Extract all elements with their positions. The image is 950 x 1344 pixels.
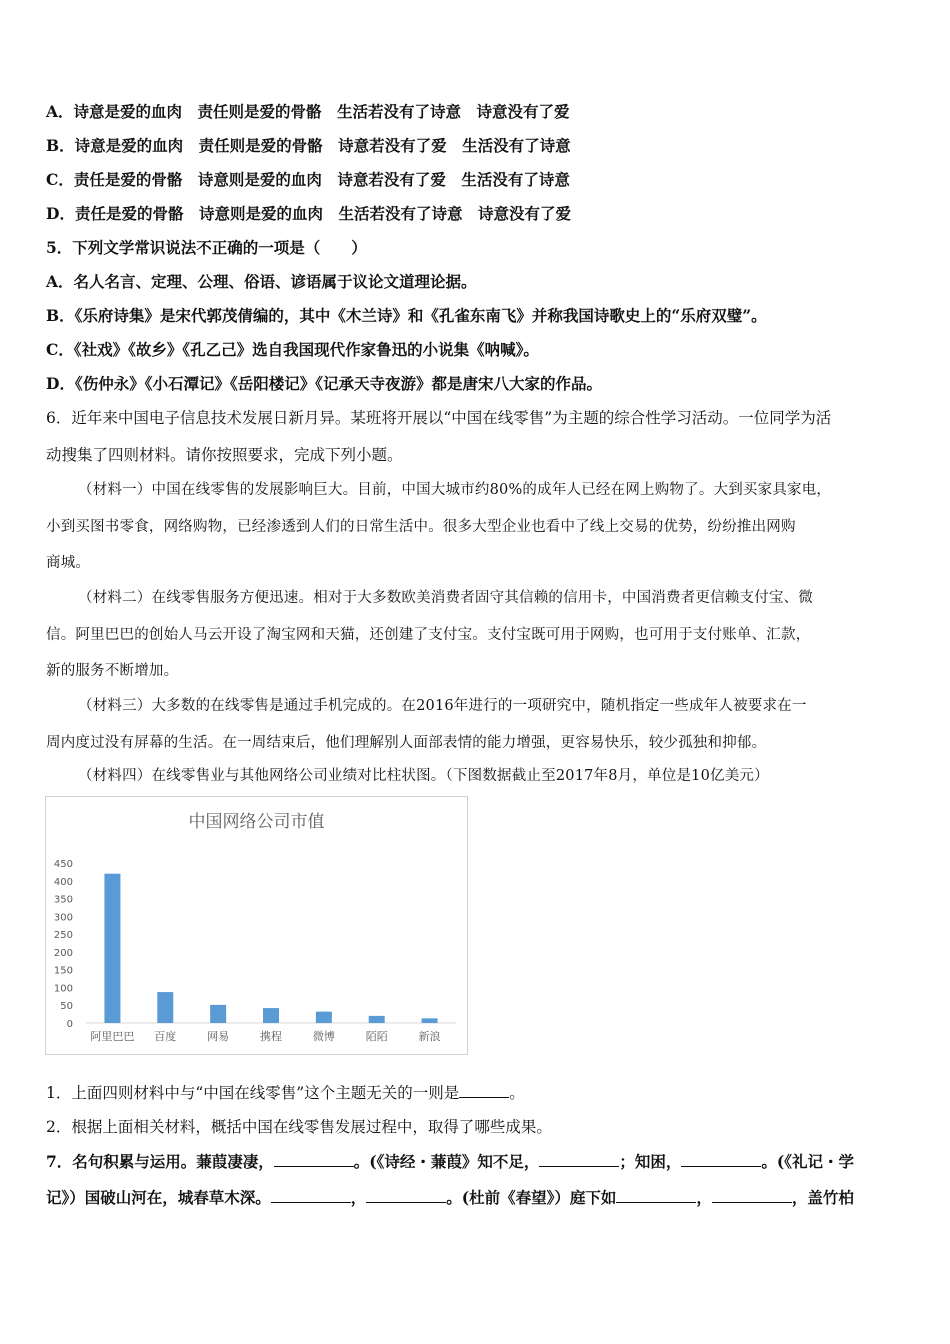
material-1-line1: （材料一）中国在线零售的发展影响巨大。目前，中国大城市约80%的成年人已经在网上购物了。大到买家具家电，	[78, 482, 832, 498]
answer-blank[interactable]	[539, 1152, 619, 1167]
q5-option-c: C．《社戏》《故乡》《孔乙己》选自我国现代作家鲁迅的小说集《呐喊》。	[46, 340, 539, 359]
bar-4	[316, 1012, 332, 1023]
q7-l2-a: 记》）国破山河在，城春草木深。	[46, 1188, 271, 1207]
y-tick-label: 300	[53, 912, 73, 924]
material-2-line1: （材料二）在线零售服务方便迅速。相对于大多数欧美消费者固守其信赖的信用卡，中国消费者更信赖支付宝、微	[78, 590, 813, 606]
y-tick-label: 200	[53, 947, 73, 959]
y-tick-label: 350	[53, 894, 73, 906]
bar-0	[104, 874, 120, 1023]
q6-intro-line1: 6．近年来中国电子信息技术发展日新月异。某班将开展以“中国在线零售”为主题的综合性学习活动。一位同学为活	[46, 409, 832, 427]
q7-l1-d: 。(《礼记・学	[761, 1152, 854, 1171]
answer-blank[interactable]	[366, 1188, 446, 1203]
material-3-line2: 周内度过没有屏幕的生活。在一周结束后，他们理解别人面部表情的能力增强，更容易快乐，较少孤独和抑郁。	[46, 735, 767, 751]
bar-chart	[45, 796, 468, 1055]
answer-blank[interactable]	[712, 1188, 792, 1203]
q7-l2-c: 。(杜前《春望》）庭下如	[446, 1188, 617, 1207]
bar-6	[422, 1018, 438, 1023]
y-tick-label: 450	[53, 859, 73, 870]
x-tick-label: 百度	[154, 1030, 177, 1043]
q5-option-a: A．名人名言、定理、公理、俗语、谚语属于议论文道理论据。	[46, 272, 477, 291]
answer-blank[interactable]	[681, 1152, 761, 1167]
answer-blank[interactable]	[274, 1152, 354, 1167]
q7-l2-b: ，	[350, 1188, 367, 1207]
q4-option-c: C．责任是爱的骨骼 诗意则是爱的血肉 诗意若没有了爱 生活没有了诗意	[46, 170, 570, 189]
answer-blank[interactable]	[459, 1083, 509, 1098]
q4-option-d: D．责任是爱的骨骼 诗意则是爱的血肉 生活若没有了诗意 诗意没有了爱	[46, 204, 571, 223]
chart-svg	[46, 797, 467, 1054]
material-2-line3: 新的服务不断增加。	[46, 663, 179, 679]
q6-sub1-end: 。	[509, 1084, 525, 1102]
x-tick-label: 陌陌	[365, 1030, 388, 1043]
y-tick-label: 0	[66, 1019, 73, 1030]
answer-blank[interactable]	[616, 1188, 696, 1203]
y-tick-label: 250	[53, 930, 73, 942]
chart-title: 中国网络公司市值	[188, 812, 325, 832]
material-3-line1: （材料三）大多数的在线零售是通过手机完成的。在2016年进行的一项研究中，随机指定一些成年人被要求在一	[78, 698, 807, 714]
y-tick-label: 100	[53, 983, 73, 995]
q7-l2-d: ，	[696, 1188, 712, 1207]
q4-option-a: A．诗意是爱的血肉 责任则是爱的骨骼 生活若没有了诗意 诗意没有了爱	[46, 102, 570, 121]
q5-option-b: B．《乐府诗集》是宋代郭茂倩编的，其中《木兰诗》和《孔雀东南飞》并称我国诗歌史上的“乐府双璧”。	[46, 306, 767, 325]
q7-line2	[46, 1188, 854, 1208]
q5-option-d: D．《伤仲永》《小石潭记》《岳阳楼记》《记承天寺夜游》都是唐宋八大家的作品。	[46, 374, 602, 393]
bar-1	[157, 992, 173, 1023]
q7-l1-b: 。(《诗经・蒹葭》知不足，	[353, 1152, 540, 1171]
bar-3	[263, 1008, 279, 1023]
q7-line1	[46, 1152, 854, 1172]
q6-sub1	[46, 1083, 525, 1103]
q7-l1-c: ；知困，	[619, 1152, 682, 1171]
material-1-line3: 商城。	[46, 555, 91, 571]
bar-5	[369, 1016, 385, 1023]
x-tick-label: 携程	[260, 1030, 282, 1043]
q7-l2-e: ，盖竹柏	[791, 1188, 854, 1207]
x-tick-label: 微博	[312, 1030, 335, 1043]
x-tick-label: 网易	[207, 1030, 230, 1043]
answer-blank[interactable]	[271, 1188, 351, 1203]
material-1-line2: 小到买图书零食，网络购物，已经渗透到人们的日常生活中。很多大型企业也看中了线上交易的优势，纷纷推出网购	[46, 519, 796, 535]
q5-stem: 5．下列文学常识说法不正确的一项是（ ）	[46, 238, 367, 257]
q4-option-b: B．诗意是爱的血肉 责任则是爱的骨骼 诗意若没有了爱 生活没有了诗意	[46, 136, 571, 155]
material-2-line2: 信。阿里巴巴的创始人马云开设了淘宝网和天猫，还创建了支付宝。支付宝既可用于网购，也可用于支付账单、汇款，	[46, 627, 811, 643]
bar-2	[210, 1005, 226, 1023]
x-tick-label: 阿里巴巴	[90, 1030, 135, 1043]
y-tick-label: 150	[53, 965, 73, 977]
y-tick-label: 50	[60, 1001, 73, 1013]
x-tick-label: 新浪	[418, 1030, 441, 1043]
q6-sub2: 2．根据上面相关材料，概括中国在线零售发展过程中，取得了哪些成果。	[46, 1118, 552, 1136]
y-tick-label: 400	[53, 876, 73, 888]
material-4-line1: （材料四）在线零售业与其他网络公司业绩对比柱状图。（下图数据截止至2017年8月，单位是10亿美元）	[78, 768, 769, 784]
q7-l1-a: 7．名句积累与运用。蒹葭凄凄，	[46, 1152, 274, 1171]
q6-sub1-text: 1．上面四则材料中与“中国在线零售”这个主题无关的一则是	[46, 1084, 460, 1102]
q6-intro-line2: 动搜集了四则材料。请你按照要求，完成下列小题。	[46, 446, 403, 464]
